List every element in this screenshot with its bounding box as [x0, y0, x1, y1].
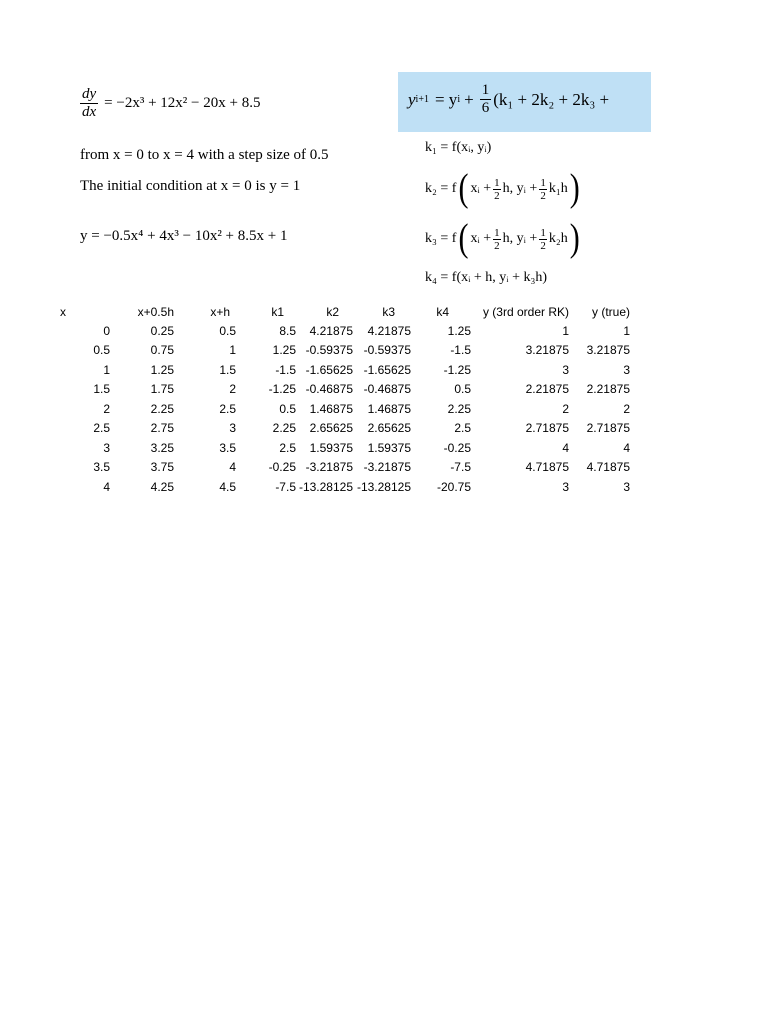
cell-x: 3.5 [93, 460, 110, 475]
cell-k4: 0.5 [454, 382, 471, 397]
cell-k4: -1.5 [450, 343, 471, 358]
table-row [60, 341, 630, 361]
cell-x-half-h: 3.25 [150, 440, 174, 455]
cell-x: 1 [103, 362, 110, 377]
cell-y-rk: 3 [562, 479, 569, 494]
col-header-k2: k2 [326, 304, 339, 319]
cell-k3: 2.65625 [367, 421, 411, 436]
cell-k3: -3.21875 [363, 460, 411, 475]
cell-x-half-h: 2.25 [150, 401, 174, 416]
cell-k2: -13.28125 [298, 479, 353, 494]
cell-k2: 2.65625 [309, 421, 353, 436]
rk-frac-num: 1 [481, 82, 490, 98]
cell-k3: -13.28125 [356, 479, 411, 494]
k2-inner-a: xᵢ + [470, 181, 492, 196]
derivative-numerator: dy [82, 86, 97, 102]
cell-x-half-h: 2.75 [150, 421, 174, 436]
table-row [60, 477, 630, 497]
derivative-denominator: dx [82, 104, 97, 120]
cell-x: 0 [103, 323, 110, 338]
rk-results-table [60, 302, 630, 497]
cell-k1: -0.25 [268, 460, 296, 475]
cell-x: 3 [103, 440, 110, 455]
cell-k2: 1.59375 [309, 440, 353, 455]
cell-x-h: 4.5 [219, 479, 236, 494]
cell-k3: -0.46875 [363, 382, 411, 397]
table-row [60, 360, 630, 380]
cell-x-h: 3 [229, 421, 236, 436]
ode-rhs: = −2x³ + 12x² − 20x + 8.5 [104, 95, 261, 111]
cell-x: 0.5 [93, 343, 110, 358]
cell-x-half-h: 1.25 [150, 362, 174, 377]
k3-inner-c: k₂h [548, 231, 568, 246]
cell-x: 2.5 [93, 421, 110, 436]
k2-prefix: k₂ = f [425, 181, 457, 196]
k3-prefix: k₃ = f [425, 231, 457, 246]
cell-y-true: 3 [623, 479, 630, 494]
col-header-k1: k1 [271, 304, 284, 319]
cell-k3: 1.59375 [367, 440, 411, 455]
cell-x-half-h: 4.25 [150, 479, 174, 494]
cell-x-half-h: 1.75 [150, 382, 174, 397]
rk-rest: (k₁ + 2k₂ + 2k₃ + [493, 89, 610, 109]
initial-condition: The initial condition at x = 0 is y = 1 [80, 178, 301, 194]
cell-x: 2 [103, 401, 110, 416]
rk-formula-box [398, 72, 651, 132]
k3-inner-a: xᵢ + [470, 231, 492, 246]
table-row [60, 438, 630, 458]
cell-y-true: 2.71875 [586, 421, 630, 436]
cell-k1: 2.5 [279, 440, 296, 455]
cell-k4: -20.75 [436, 479, 471, 494]
cell-y-true: 2.21875 [586, 382, 630, 397]
cell-k1: -1.5 [275, 362, 296, 377]
cell-k1: 0.5 [279, 401, 296, 416]
cell-k3: 4.21875 [367, 323, 411, 338]
table-row [60, 419, 630, 439]
cell-k2: -0.46875 [305, 382, 353, 397]
cell-y-rk: 4.71875 [525, 460, 569, 475]
cell-k2: -0.59375 [305, 343, 353, 358]
cell-y-rk: 2.71875 [525, 421, 569, 436]
cell-y-rk: 3.21875 [525, 343, 569, 358]
col-header-x: x [60, 304, 66, 319]
table-row [60, 321, 630, 341]
table-row [60, 458, 630, 478]
col-header-x-h: x+h [210, 304, 230, 319]
col-header-k4: k4 [436, 304, 449, 319]
cell-k3: -0.59375 [363, 343, 411, 358]
cell-k4: -1.25 [443, 362, 471, 377]
table-header-row [60, 302, 630, 321]
cell-y-true: 4 [623, 440, 630, 455]
cell-k2: 1.46875 [309, 401, 353, 416]
cell-k4: -7.5 [450, 460, 471, 475]
k2-definition [425, 166, 582, 210]
rk-lhs-sub: i+1 [415, 94, 429, 105]
k3-half-2: $\frac{1}{2}$ [540, 226, 546, 252]
rk-lhs: y [408, 89, 416, 109]
cell-k4: -0.25 [443, 440, 471, 455]
cell-y-rk: 3 [562, 362, 569, 377]
cell-x: 4 [103, 479, 110, 494]
cell-k4: 2.25 [447, 401, 471, 416]
exact-solution: y = −0.5x⁴ + 4x³ − 10x² + 8.5x + 1 [80, 228, 288, 244]
k2-inner-b: h, yᵢ + [502, 181, 538, 196]
cell-k2: 4.21875 [309, 323, 353, 338]
cell-k1: 2.25 [272, 421, 296, 436]
cell-y-true: 3 [623, 362, 630, 377]
rk-eq: = y [434, 89, 458, 109]
k2-inner-c: k₁h [548, 181, 568, 196]
k3-inner-b: h, yᵢ + [502, 231, 538, 246]
k3-close-paren: ) [569, 216, 580, 260]
k4-definition: k₄ = f(xᵢ + h, yᵢ + k₃h) [425, 270, 548, 285]
col-header-x-half-h: x+0.5h [137, 304, 174, 319]
cell-x-h: 2.5 [219, 401, 236, 416]
k2-half-2: $\frac{1}{2}$ [540, 176, 546, 202]
col-header-y-true: y (true) [591, 304, 630, 319]
cell-y-rk: 2 [562, 401, 569, 416]
cell-x-h: 1.5 [219, 362, 236, 377]
k3-open-paren: ( [458, 216, 469, 260]
cell-x-h: 1 [229, 343, 236, 358]
cell-y-rk: 1 [562, 323, 569, 338]
cell-x-half-h: 3.75 [150, 460, 174, 475]
ode-equation [80, 86, 260, 121]
k2-open-paren: ( [458, 166, 469, 210]
cell-k1: -1.25 [268, 382, 296, 397]
derivative-fraction [80, 86, 98, 121]
k1-definition: k₁ = f(xᵢ, yᵢ) [425, 140, 492, 155]
cell-x-h: 0.5 [219, 323, 236, 338]
cell-k4: 1.25 [447, 323, 471, 338]
cell-k1: -7.5 [275, 479, 296, 494]
cell-y-rk: 2.21875 [525, 382, 569, 397]
cell-y-true: 3.21875 [586, 343, 630, 358]
cell-k2: -1.65625 [305, 362, 353, 377]
cell-x: 1.5 [93, 382, 110, 397]
table-row [60, 399, 630, 419]
rk-frac-den: 6 [481, 100, 490, 116]
cell-x-h: 2 [229, 382, 236, 397]
cell-y-true: 2 [623, 401, 630, 416]
cell-k1: 8.5 [279, 323, 296, 338]
cell-x-half-h: 0.25 [150, 323, 174, 338]
cell-x-h: 3.5 [219, 440, 236, 455]
cell-y-rk: 4 [562, 440, 569, 455]
cell-x-half-h: 0.75 [150, 343, 174, 358]
rk-one-sixth [480, 82, 492, 117]
cell-x-h: 4 [229, 460, 236, 475]
col-header-y-rk: y (3rd order RK) [482, 304, 569, 319]
col-header-k3: k3 [382, 304, 395, 319]
cell-k2: -3.21875 [305, 460, 353, 475]
rk-plus: + [464, 89, 474, 109]
cell-k3: 1.46875 [367, 401, 411, 416]
cell-k3: -1.65625 [363, 362, 411, 377]
cell-k1: 1.25 [272, 343, 296, 358]
rk-eq-sub: i [457, 94, 461, 105]
table-row [60, 380, 630, 400]
k3-definition [425, 216, 582, 260]
cell-y-true: 1 [623, 323, 630, 338]
k3-half-1: $\frac{1}{2}$ [494, 226, 500, 252]
k2-half-1: $\frac{1}{2}$ [494, 176, 500, 202]
cell-k4: 2.5 [454, 421, 471, 436]
range-statement: from x = 0 to x = 4 with a step size of 0.5 [80, 147, 329, 163]
k2-close-paren: ) [569, 166, 580, 210]
cell-y-true: 4.71875 [586, 460, 630, 475]
